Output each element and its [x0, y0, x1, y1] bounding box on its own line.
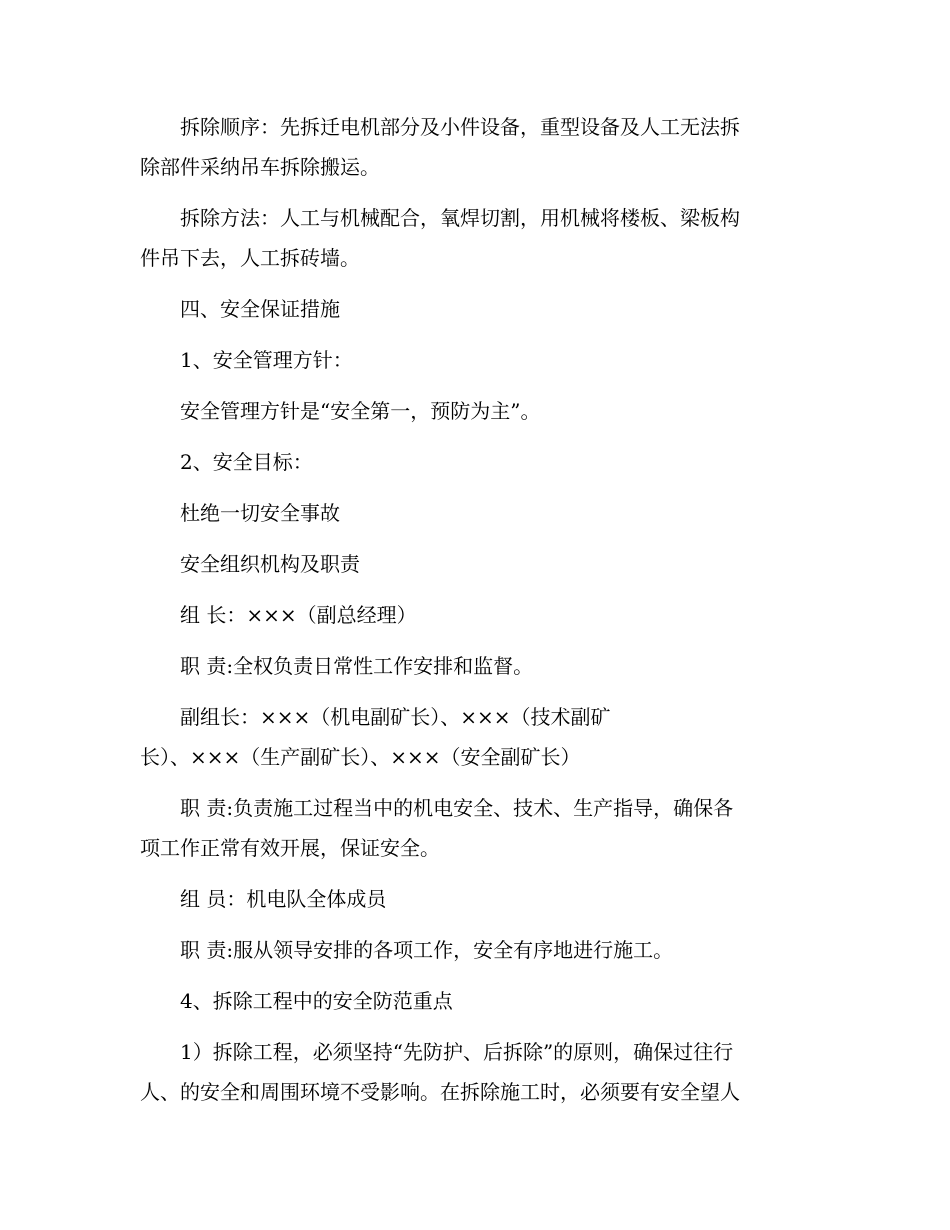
paragraph-removal-method [140, 198, 810, 278]
text-line: 职 责:全权负责日常性工作安排和监督。 [180, 654, 534, 678]
text-line: 人、的安全和周围环境不受影响。在拆除施工时，必须要有安全望人 [140, 1080, 740, 1104]
paragraph-deputy-duty [140, 788, 810, 868]
paragraph-leader-duty [140, 646, 810, 686]
text-line: 除部件采纳吊车拆除搬运。 [140, 155, 380, 179]
text-line: 项工作正常有效开展，保证安全。 [140, 836, 440, 860]
text-line: 拆除顺序：先拆迁电机部分及小件设备，重型设备及人工无法拆 [180, 115, 740, 139]
paragraph-safety-policy [140, 391, 810, 431]
text-line: 2、安全目标： [180, 450, 313, 474]
text-line: 组 员：机电队全体成员 [180, 887, 387, 911]
paragraph-demolition-principle [140, 1032, 810, 1112]
text-line: 职 责:负责施工过程当中的机电安全、技术、生产指导，确保各 [180, 796, 734, 820]
text-line: 安全管理方针是“安全第一，预防为主”。 [180, 399, 541, 423]
text-line: 件吊下去，人工拆砖墙。 [140, 246, 360, 270]
text-line: 职 责:服从领导安排的各项工作，安全有序地进行施工。 [180, 938, 674, 962]
section-heading-safety-measures [140, 289, 810, 329]
subheading-safety-goal [140, 442, 810, 482]
text-line: 杜绝一切安全事故 [180, 501, 340, 525]
text-line: 四、安全保证措施 [180, 297, 340, 321]
paragraph-removal-order [140, 107, 810, 187]
paragraph-safety-goal [140, 493, 810, 533]
paragraph-organization [140, 544, 810, 584]
text-line: 4、拆除工程中的安全防范重点 [180, 989, 453, 1013]
text-line: 1、安全管理方针： [180, 348, 353, 372]
text-line: 1）拆除工程，必须坚持“先防护、后拆除”的原则，确保过往行 [180, 1040, 734, 1064]
text-line: 组 长：×××（副总经理） [180, 603, 417, 627]
text-line: 安全组织机构及职责 [180, 552, 360, 576]
paragraph-deputy-leaders [140, 697, 810, 777]
subheading-safety-focus [140, 981, 810, 1021]
text-line: 拆除方法：人工与机械配合，氧焊切割，用机械将楼板、梁板构 [180, 206, 740, 230]
document-page [140, 107, 810, 1112]
text-line: 副组长：×××（机电副矿长）、×××（技术副矿 [180, 705, 611, 729]
subheading-safety-policy [140, 340, 810, 380]
paragraph-team-leader [140, 595, 810, 635]
paragraph-members [140, 879, 810, 919]
paragraph-member-duty [140, 930, 810, 970]
text-line: 长）、×××（生产副矿长）、×××（安全副矿长） [140, 745, 581, 769]
